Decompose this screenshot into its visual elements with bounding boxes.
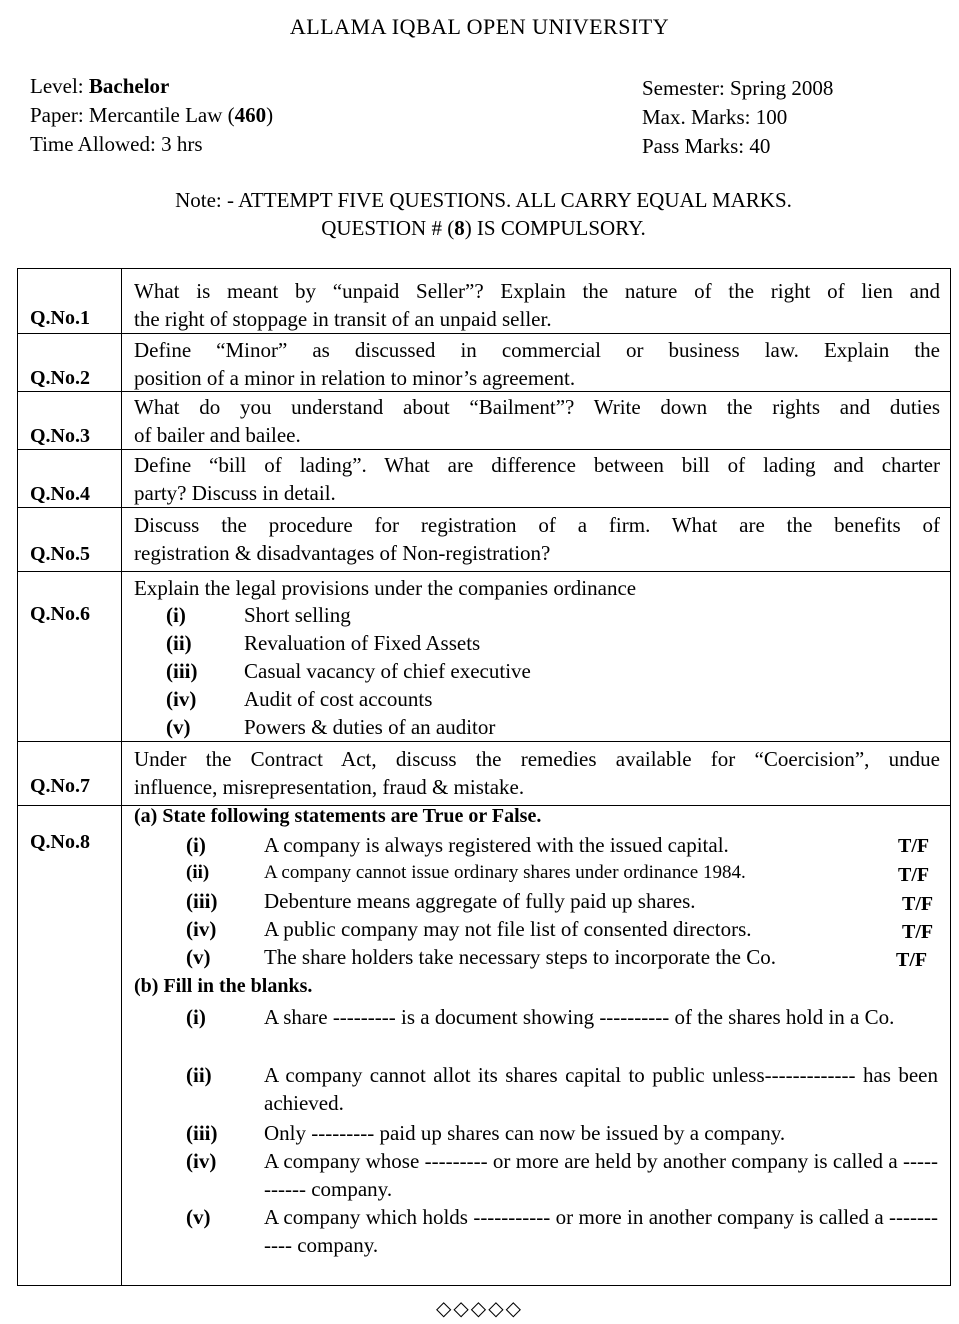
pass-marks: Pass Marks: 40	[642, 134, 771, 158]
question-row-5	[18, 507, 950, 572]
paper-code: 460	[234, 103, 267, 127]
sub-item	[166, 657, 531, 685]
question-number: Q.No.8	[30, 831, 90, 853]
question-text	[134, 451, 940, 507]
true-false-item	[186, 915, 752, 943]
item-number: (iii)	[186, 889, 218, 913]
paper-meta-right	[642, 74, 833, 161]
sub-item	[166, 685, 432, 713]
sub-item-number: (iii)	[166, 659, 198, 683]
item-number: (v)	[186, 1205, 211, 1229]
question-row-7	[18, 741, 950, 806]
true-false-mark: T/F	[896, 949, 928, 971]
level-value: Bachelor	[88, 74, 170, 98]
question-row-4	[18, 449, 950, 508]
item-number: (iv)	[186, 1149, 217, 1173]
question-number: Q.No.7	[30, 775, 90, 797]
question-text-line-1: Define “Minor” as discussed in commercial or business law. Explain the	[134, 338, 940, 362]
sub-item-number: (v)	[166, 715, 191, 739]
paper-line	[30, 101, 273, 130]
true-false-mark: T/F	[898, 835, 930, 857]
question-text-line-2: influence, misrepresentation, fraud & mistake.	[134, 775, 525, 799]
question-number: Q.No.1	[30, 307, 90, 329]
question-number: Q.No.3	[30, 425, 90, 447]
item-text: A company which holds ----------- or more in another company is called a ----------- company.	[264, 1205, 938, 1257]
part-a-title: (a) State following statements are True or False.	[134, 805, 542, 827]
item-text: A company whose --------- or more are held by another company is called a ----------- company.	[264, 1149, 938, 1201]
question-text-line-2: registration & disadvantages of Non-registration?	[134, 541, 551, 565]
item-number: (v)	[186, 945, 211, 969]
question-text-line-1: Discuss the procedure for registration of a firm. What are the benefits of	[134, 513, 940, 537]
item-number: (ii)	[186, 1063, 212, 1087]
sub-item-text: Audit of cost accounts	[244, 687, 433, 711]
question-text	[134, 745, 940, 801]
question-text-line-1: Define “bill of lading”. What are difference between bill of lading and charter	[134, 453, 940, 477]
question-row-6	[18, 571, 950, 742]
true-false-item	[186, 943, 776, 971]
item-text: A company is always registered with the issued capital.	[264, 833, 729, 857]
fill-blank-item	[186, 1003, 938, 1031]
instructions-note	[0, 186, 959, 242]
sub-item	[166, 601, 351, 629]
item-text: A company cannot allot its shares capital to public unless------------- has been achieved.	[264, 1063, 938, 1115]
sub-item-text: Casual vacancy of chief executive	[244, 659, 531, 683]
question-text-line-2: party? Discuss in detail.	[134, 481, 336, 505]
semester: Semester: Spring 2008	[642, 76, 834, 100]
sub-item	[166, 713, 495, 741]
question-row-3	[18, 391, 950, 450]
level-label: Level:	[30, 74, 89, 98]
item-text: Debenture means aggregate of fully paid up shares.	[264, 889, 696, 913]
note-line-2	[0, 214, 959, 242]
question-text-line-1: Under the Contract Act, discuss the remedies available for “Coercision”, undue	[134, 747, 940, 771]
question-text-line-1: What do you understand about “Bailment”? Write down the rights and duties	[134, 395, 940, 419]
sub-item-number: (ii)	[166, 631, 192, 655]
fill-blank-item	[186, 1061, 938, 1117]
sub-item-number: (iv)	[166, 687, 197, 711]
item-number: (i)	[186, 1005, 206, 1029]
question-number: Q.No.5	[30, 543, 90, 565]
compulsory-question-number: 8	[454, 216, 465, 240]
question-row-8	[18, 805, 950, 1287]
sub-item-text: Short selling	[244, 603, 351, 627]
university-name: ALLAMA IQBAL OPEN UNIVERSITY	[289, 14, 670, 39]
question-intro: Explain the legal provisions under the companies ordinance	[134, 576, 637, 600]
paper-close: )	[266, 103, 274, 127]
questions-table	[17, 268, 951, 1286]
question-text-line-2: of bailer and bailee.	[134, 423, 301, 447]
question-row-1	[18, 269, 950, 334]
question-text	[134, 393, 940, 449]
part-b-title: (b) Fill in the blanks.	[134, 975, 313, 997]
sub-item-text: Revaluation of Fixed Assets	[244, 631, 481, 655]
item-number: (iii)	[186, 1121, 218, 1145]
true-false-mark: T/F	[902, 921, 934, 943]
paper-label: Paper: Mercantile Law (	[30, 103, 235, 127]
true-false-mark: T/F	[902, 893, 934, 915]
fill-blank-item	[186, 1147, 938, 1203]
level-line	[30, 72, 273, 101]
item-number: (iv)	[186, 917, 217, 941]
note-line-2-a: QUESTION # (	[321, 216, 455, 240]
sub-item-number: (i)	[166, 603, 186, 627]
sub-item-text: Powers & duties of an auditor	[244, 715, 496, 739]
note-line-1: Note: - ATTEMPT FIVE QUESTIONS. ALL CARRY EQUAL MARKS.	[175, 188, 792, 212]
fill-blank-item	[186, 1203, 938, 1259]
true-false-item	[186, 831, 729, 859]
question-text-line-2: the right of stoppage in transit of an unpaid seller.	[134, 307, 552, 331]
question-text-line-2: position of a minor in relation to minor’s agreement.	[134, 366, 576, 390]
item-text: The share holders take necessary steps to incorporate the Co.	[264, 945, 776, 969]
true-false-mark: T/F	[898, 864, 930, 886]
question-row-2	[18, 333, 950, 392]
item-number: (i)	[186, 833, 206, 857]
item-text: A share --------- is a document showing ---------- of the shares hold in a Co.	[264, 1005, 895, 1029]
question-text	[134, 511, 940, 567]
paper-meta-left	[30, 72, 273, 159]
true-false-item	[186, 859, 746, 887]
max-marks: Max. Marks: 100	[642, 105, 788, 129]
question-number: Q.No.2	[30, 367, 90, 389]
question-number: Q.No.6	[30, 603, 90, 625]
question-text-line-1: What is meant by “unpaid Seller”? Explain the nature of the right of lien and	[134, 279, 940, 303]
item-text: A company cannot issue ordinary shares under ordinance 1984.	[264, 862, 746, 883]
fill-blank-item	[186, 1119, 938, 1147]
footer-ornament: ◇◇◇◇◇	[436, 1296, 523, 1320]
sub-item	[166, 629, 480, 657]
true-false-item	[186, 887, 696, 915]
item-text: A public company may not file list of consented directors.	[264, 917, 752, 941]
note-line-2-c: ) IS COMPULSORY.	[464, 216, 646, 240]
question-number: Q.No.4	[30, 483, 90, 505]
item-number: (ii)	[186, 862, 210, 883]
question-text	[134, 277, 940, 333]
item-text: Only --------- paid up shares can now be issued by a company.	[264, 1121, 786, 1145]
question-text	[134, 336, 940, 392]
time-allowed: Time Allowed: 3 hrs	[30, 132, 203, 156]
